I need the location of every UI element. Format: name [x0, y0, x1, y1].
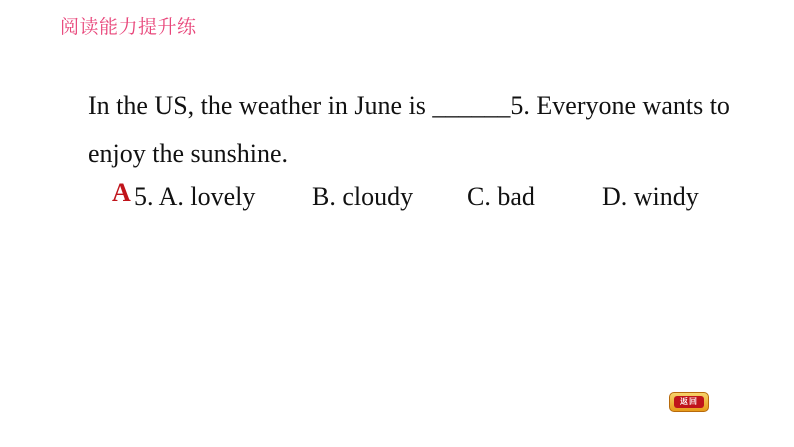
options-row — [112, 176, 752, 220]
return-button-label: 返回 — [674, 396, 704, 408]
option-d: D. windy — [602, 182, 699, 211]
question-text: In the US, the weather in June is ______5. Everyone wants to enjoy the sunshine. — [88, 91, 730, 168]
answer-letter: A — [112, 178, 131, 207]
section-title: 阅读能力提升练 — [60, 16, 197, 38]
return-button[interactable] — [669, 392, 709, 412]
option-c: C. bad — [467, 182, 535, 211]
option-a: 5. A. lovely — [134, 182, 256, 211]
option-b: B. cloudy — [312, 182, 414, 211]
